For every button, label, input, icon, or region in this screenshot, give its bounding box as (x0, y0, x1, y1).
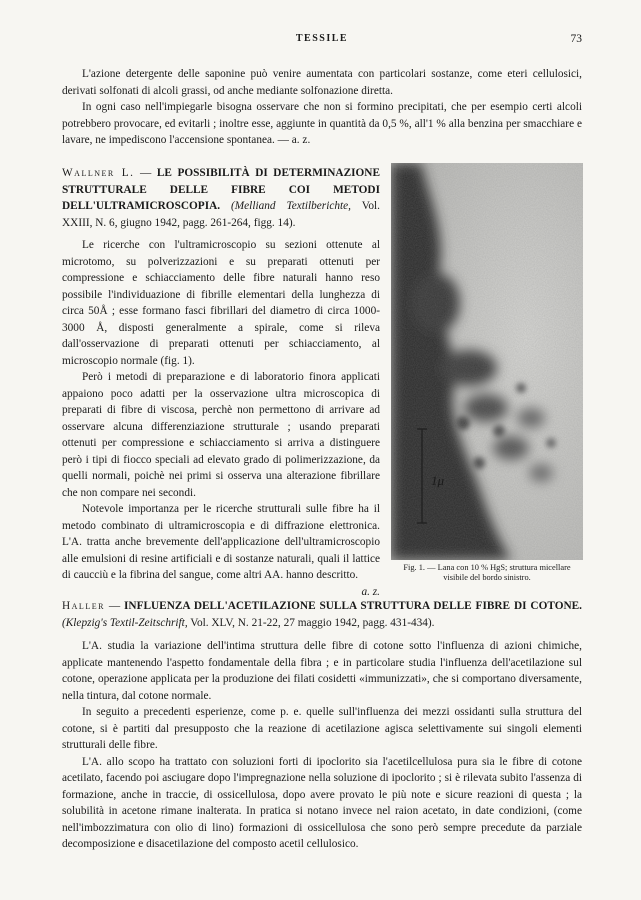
article-paragraph-3: Notevole importanza per le ricerche strutturali sulle fibre ha il metodo combinato di ultramicroscopia e di diffrazione elettronica. L'A. tratta anche brevemente dell'applicazione dell'ultramicroscopio alle emulsioni di resine artificiali e di sostanze naturali, quali il lattice di caucciù e la fibrina del sangue, come altri AA. hanno descritto. (62, 503, 380, 581)
scale-label: 1μ (431, 473, 445, 488)
article-signature: a. z. (361, 585, 380, 598)
article-title: LE POSSIBILITÀ DI DETERMINAZIONE STRUTTURALE DELLE FIBRE COI METODI DELL'ULTRAMICROSCOPIA. (62, 167, 381, 212)
section-title: TESSILE (295, 33, 349, 44)
figure-micrograph (391, 163, 583, 560)
article-paragraph-3: L'A. allo scopo ha trattato con soluzioni forti di ipoclorito sia l'acetilcellulosa pura sia le fibre di cotone acetilato, facendo poi asciugare dopo l'impregnazione nella soluzione di ipoclorito ; si è rilevata subito l'assenza di formazione, anche in traccie, di ossicellulosa, dopo avere provato le più note e sicure reazioni di questa ; la solubilità in acetone rimane inalterata. In pratica si notano invece nel raion acetato, in date condizioni, (come nell'imbozzimatura con olio di lino) formazioni di ossicellulosa che sono però sempre precedute da parziale decomposizione e disacetilazione del composto acetil cellulosico. (62, 755, 582, 850)
article-paragraph-1: L'A. studia la variazione dell'intima struttura delle fibre di cotone sotto l'influenza di azioni chimiche, applicate mantenendo l'aspetto fondamentale della fibra ; e in particolare studia l'influenza dell'acetilazione sul cotone, operazione applicata per la produzione dei filati cosidetti «immunizzati», che si comportano diversamente, nella tintura, dal cotone normale. (62, 640, 582, 702)
article-paragraph-2: In seguito a precedenti esperienze, come p. e. quelle sull'influenza dei mezzi ossidanti sulla struttura del cotone, si è partiti dal presupposto che la reazione di acetilazione agisca selettivamente sui singoli elementi strutturali delle fibre. (62, 706, 582, 751)
article-source: (Klepzig's Textil-Zeitschrift, (62, 616, 188, 629)
article-heading (62, 165, 380, 231)
heading-dash: — (104, 600, 125, 612)
article-details: Vol. XXIII, N. 6, giugno 1942, pagg. 261-264, figg. 14). (62, 200, 381, 229)
article-paragraph-2: Però i metodi di preparazione e di laboratorio finora applicati appaiono poco adatti per la osservazione ultra microscopica di preparati di fibre di viscosa, perchè non permettono di arrivare ad osservare alcuna differenziazione strutturale ; usando preparati ottenuti per compressione e schiacciamento si arriva a distinguere però i tipi di fiocco speciali ad elevato grado di polimerizzazione, da quelli normali, poichè nei primi si osserva una alterazione fibrillare che non compare nei secondi. (62, 371, 380, 499)
article-title: INFLUENZA DELL'ACETILAZIONE SULLA STRUTTURA DELLE FIBRE DI COTONE. (124, 600, 582, 612)
article-body (62, 237, 380, 600)
running-head (62, 33, 582, 45)
article-details: Vol. XLV, N. 21-22, 27 maggio 1942, pagg. 431-434). (190, 616, 435, 629)
article-body (62, 638, 582, 853)
page-number: 73 (570, 33, 582, 45)
article-author: Haller (62, 600, 105, 612)
article-author: Wallner L. (62, 167, 135, 179)
article-paragraph-1: Le ricerche con l'ultramicroscopio su sezioni ottenute al microtomo, su polverizzazioni e su preparati ottenuti per compressione e schiacciamento delle fibre naturali hanno reso possibile l'individuazione di fibrille elementari della lunghezza di circa 50Å ; esse formano fasci fibrillari del diametro di circa 1000-3000 Å, disposti generalmente a spirale, come si rileva dall'osservazione di preparati ottenuti per schiacciamento, al microscopio normale (fig. 1). (62, 239, 380, 367)
intro-block (62, 66, 582, 149)
intro-paragraph-2: In ogni caso nell'impiegarle bisogna osservare che non si formino precipitati, che per esempio certi alcoli potrebbero provocare, ed evitarli ; inoltre esse, aggiunte in quantità da 0,5 %, all'1 % alla benzina per smacchiare e lavare, ne impediscono l'accensione spontanea. — a. z. (62, 101, 582, 146)
article-wallner (62, 165, 380, 600)
article-source: (Melliand Textilberichte, (231, 200, 351, 212)
article-heading (62, 598, 582, 631)
figure-caption: Fig. 1. — Lana con 10 % HgS; struttura micellare visibile del bordo sinistro. (403, 563, 571, 582)
heading-dash: — (134, 167, 157, 179)
intro-paragraph-1: L'azione detergente delle saponine può venire aumentata con particolari sostanze, come eteri cellulosici, derivati solfonati di alcoli grassi, od anche mediante solfonazione diretta. (62, 68, 582, 97)
article-haller (62, 598, 582, 853)
